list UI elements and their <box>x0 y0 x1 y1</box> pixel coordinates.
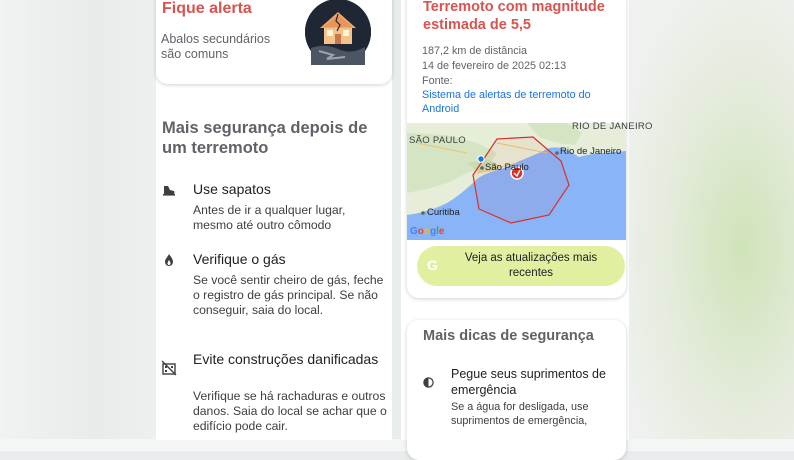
tip-avoid-damaged-buildings[interactable] <box>162 350 387 440</box>
tip-body: Verifique se há rachaduras e outros danos. Saia do local se achar que o edifício pode cair. <box>193 389 387 433</box>
aftershock-alert-card[interactable] <box>156 0 392 84</box>
alert-title: Fique alerta <box>162 0 252 17</box>
map-label-rj-state: RIO DE JANEIRO <box>572 121 653 132</box>
tip-title: Evite construções danificadas <box>193 351 379 367</box>
source-label: Fonte: <box>422 75 453 87</box>
post-quake-safety-section <box>156 104 392 444</box>
alert-description: Abalos secundários são comuns <box>161 32 271 61</box>
earthquake-map[interactable] <box>407 121 653 240</box>
source-link[interactable]: Sistema de alertas de terremoto do Android <box>422 89 591 115</box>
earthquake-title: Terremoto com magnitude estimada de 5,5 <box>423 0 605 33</box>
contrast-icon <box>423 375 434 386</box>
left-phone-screen <box>156 0 392 440</box>
more-tips-title: Mais dicas de segurança <box>423 328 594 344</box>
earthquake-info-card <box>407 0 653 298</box>
map-label-sao-paulo: São Paulo <box>485 162 529 173</box>
tip-check-gas[interactable] <box>162 250 387 334</box>
section-title: Mais segurança depois de um terremoto <box>162 119 368 157</box>
flame-icon <box>162 253 176 267</box>
google-logo: Google <box>410 226 445 237</box>
right-phone-screen <box>401 0 653 440</box>
tip-use-shoes[interactable] <box>162 180 387 240</box>
background-right <box>626 0 794 451</box>
earthquake-distance: 187,2 km de distância <box>422 45 528 57</box>
latest-updates-label: Veja as atualizações mais recentes <box>464 252 598 279</box>
google-g-icon: G <box>427 257 438 273</box>
damaged-building-icon <box>162 361 176 375</box>
bottom-strip <box>0 439 794 451</box>
latest-updates-button[interactable] <box>417 246 625 286</box>
background-left <box>0 0 158 451</box>
map-label-rio-de-janeiro: Rio de Janeiro <box>560 146 622 157</box>
tip-title: Use sapatos <box>193 181 271 197</box>
tip-body: Antes de ir a qualquer lugar, mesmo até outro cômodo <box>193 203 346 232</box>
map-label-sp-state: SÃO PAULO <box>409 135 466 146</box>
tip-body: Se você sentir cheiro de gás, feche o registro de gás principal. Se não conseguir, saia do local. <box>193 273 384 317</box>
more-tip-body: Se a água for desligada, use suprimentos de emergência, <box>451 401 589 427</box>
more-tips-card <box>407 320 626 460</box>
house-icon <box>305 0 371 65</box>
shoe-icon <box>162 183 176 197</box>
earthquake-datetime: 14 de fevereiro de 2025 02:13 <box>422 60 567 72</box>
map-label-curitiba: Curitiba <box>427 207 460 218</box>
more-tip-title[interactable]: Pegue seus suprimentos de emergência <box>451 367 606 397</box>
tip-title: Verifique o gás <box>193 251 286 267</box>
